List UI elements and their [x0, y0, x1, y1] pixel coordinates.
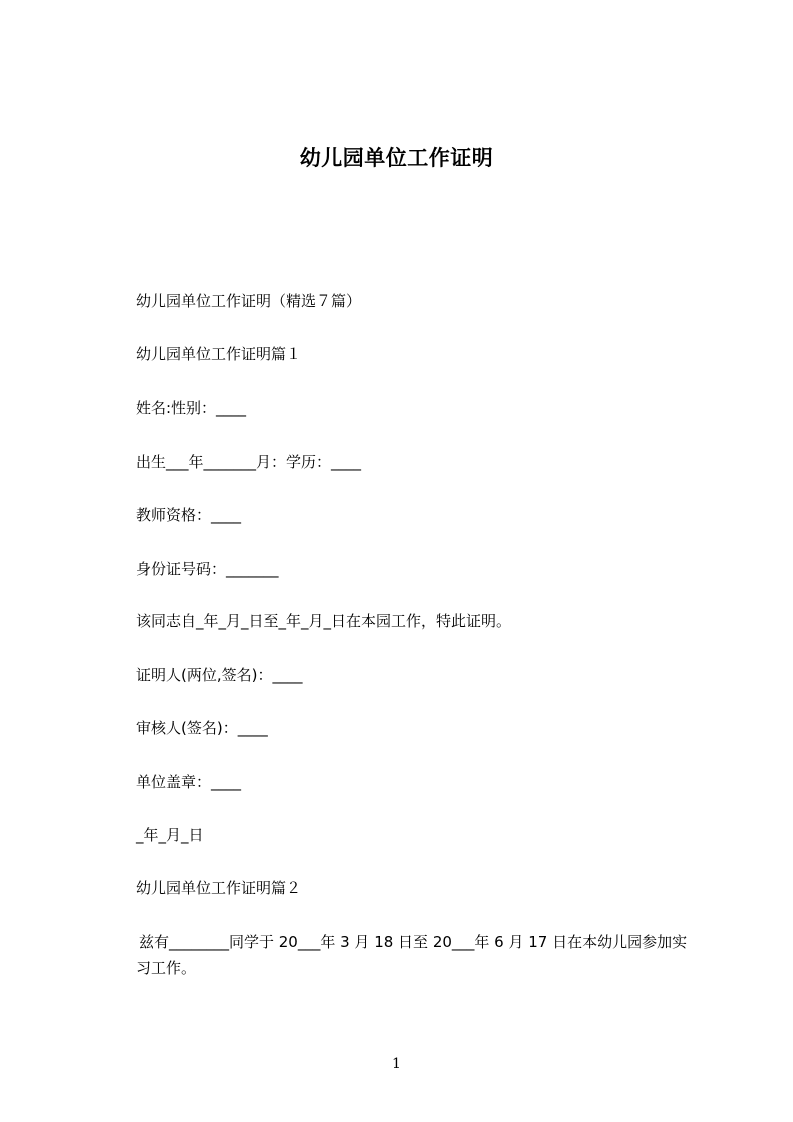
text-line-id-number: 身份证号码：_______ — [136, 560, 279, 578]
text-line-section-heading-1: 幼儿园单位工作证明篇１ — [136, 345, 302, 363]
document-title: 幼儿园单位工作证明 — [299, 146, 494, 170]
body-paragraph-internship: 兹有________同学于 20___年 3 月 18 日至 20___年 6 月 17 日在本幼儿园参加实习工作。 — [136, 933, 688, 977]
text-line-teacher-qualification: 教师资格：____ — [136, 506, 242, 524]
text-line-unit-seal: 单位盖章：____ — [136, 773, 242, 791]
text-line-witness: 证明人(两位,签名)：____ — [136, 666, 303, 684]
text-line-date: _年_月_日 — [136, 826, 204, 844]
text-line-subtitle: 幼儿园单位工作证明（精选７篇） — [136, 292, 362, 310]
text-line-name-gender: 姓名:性别：____ — [136, 399, 247, 417]
text-line-reviewer: 审核人(签名)：____ — [136, 719, 268, 737]
text-line-section-heading-2: 幼儿园单位工作证明篇２ — [136, 879, 302, 897]
text-line-work-period: 该同志自_年_月_日至_年_月_日在本园工作，特此证明。 — [136, 612, 512, 630]
text-line-birth-education: 出生___年_______月：学历：____ — [136, 453, 362, 471]
page-number: 1 — [392, 1056, 401, 1072]
